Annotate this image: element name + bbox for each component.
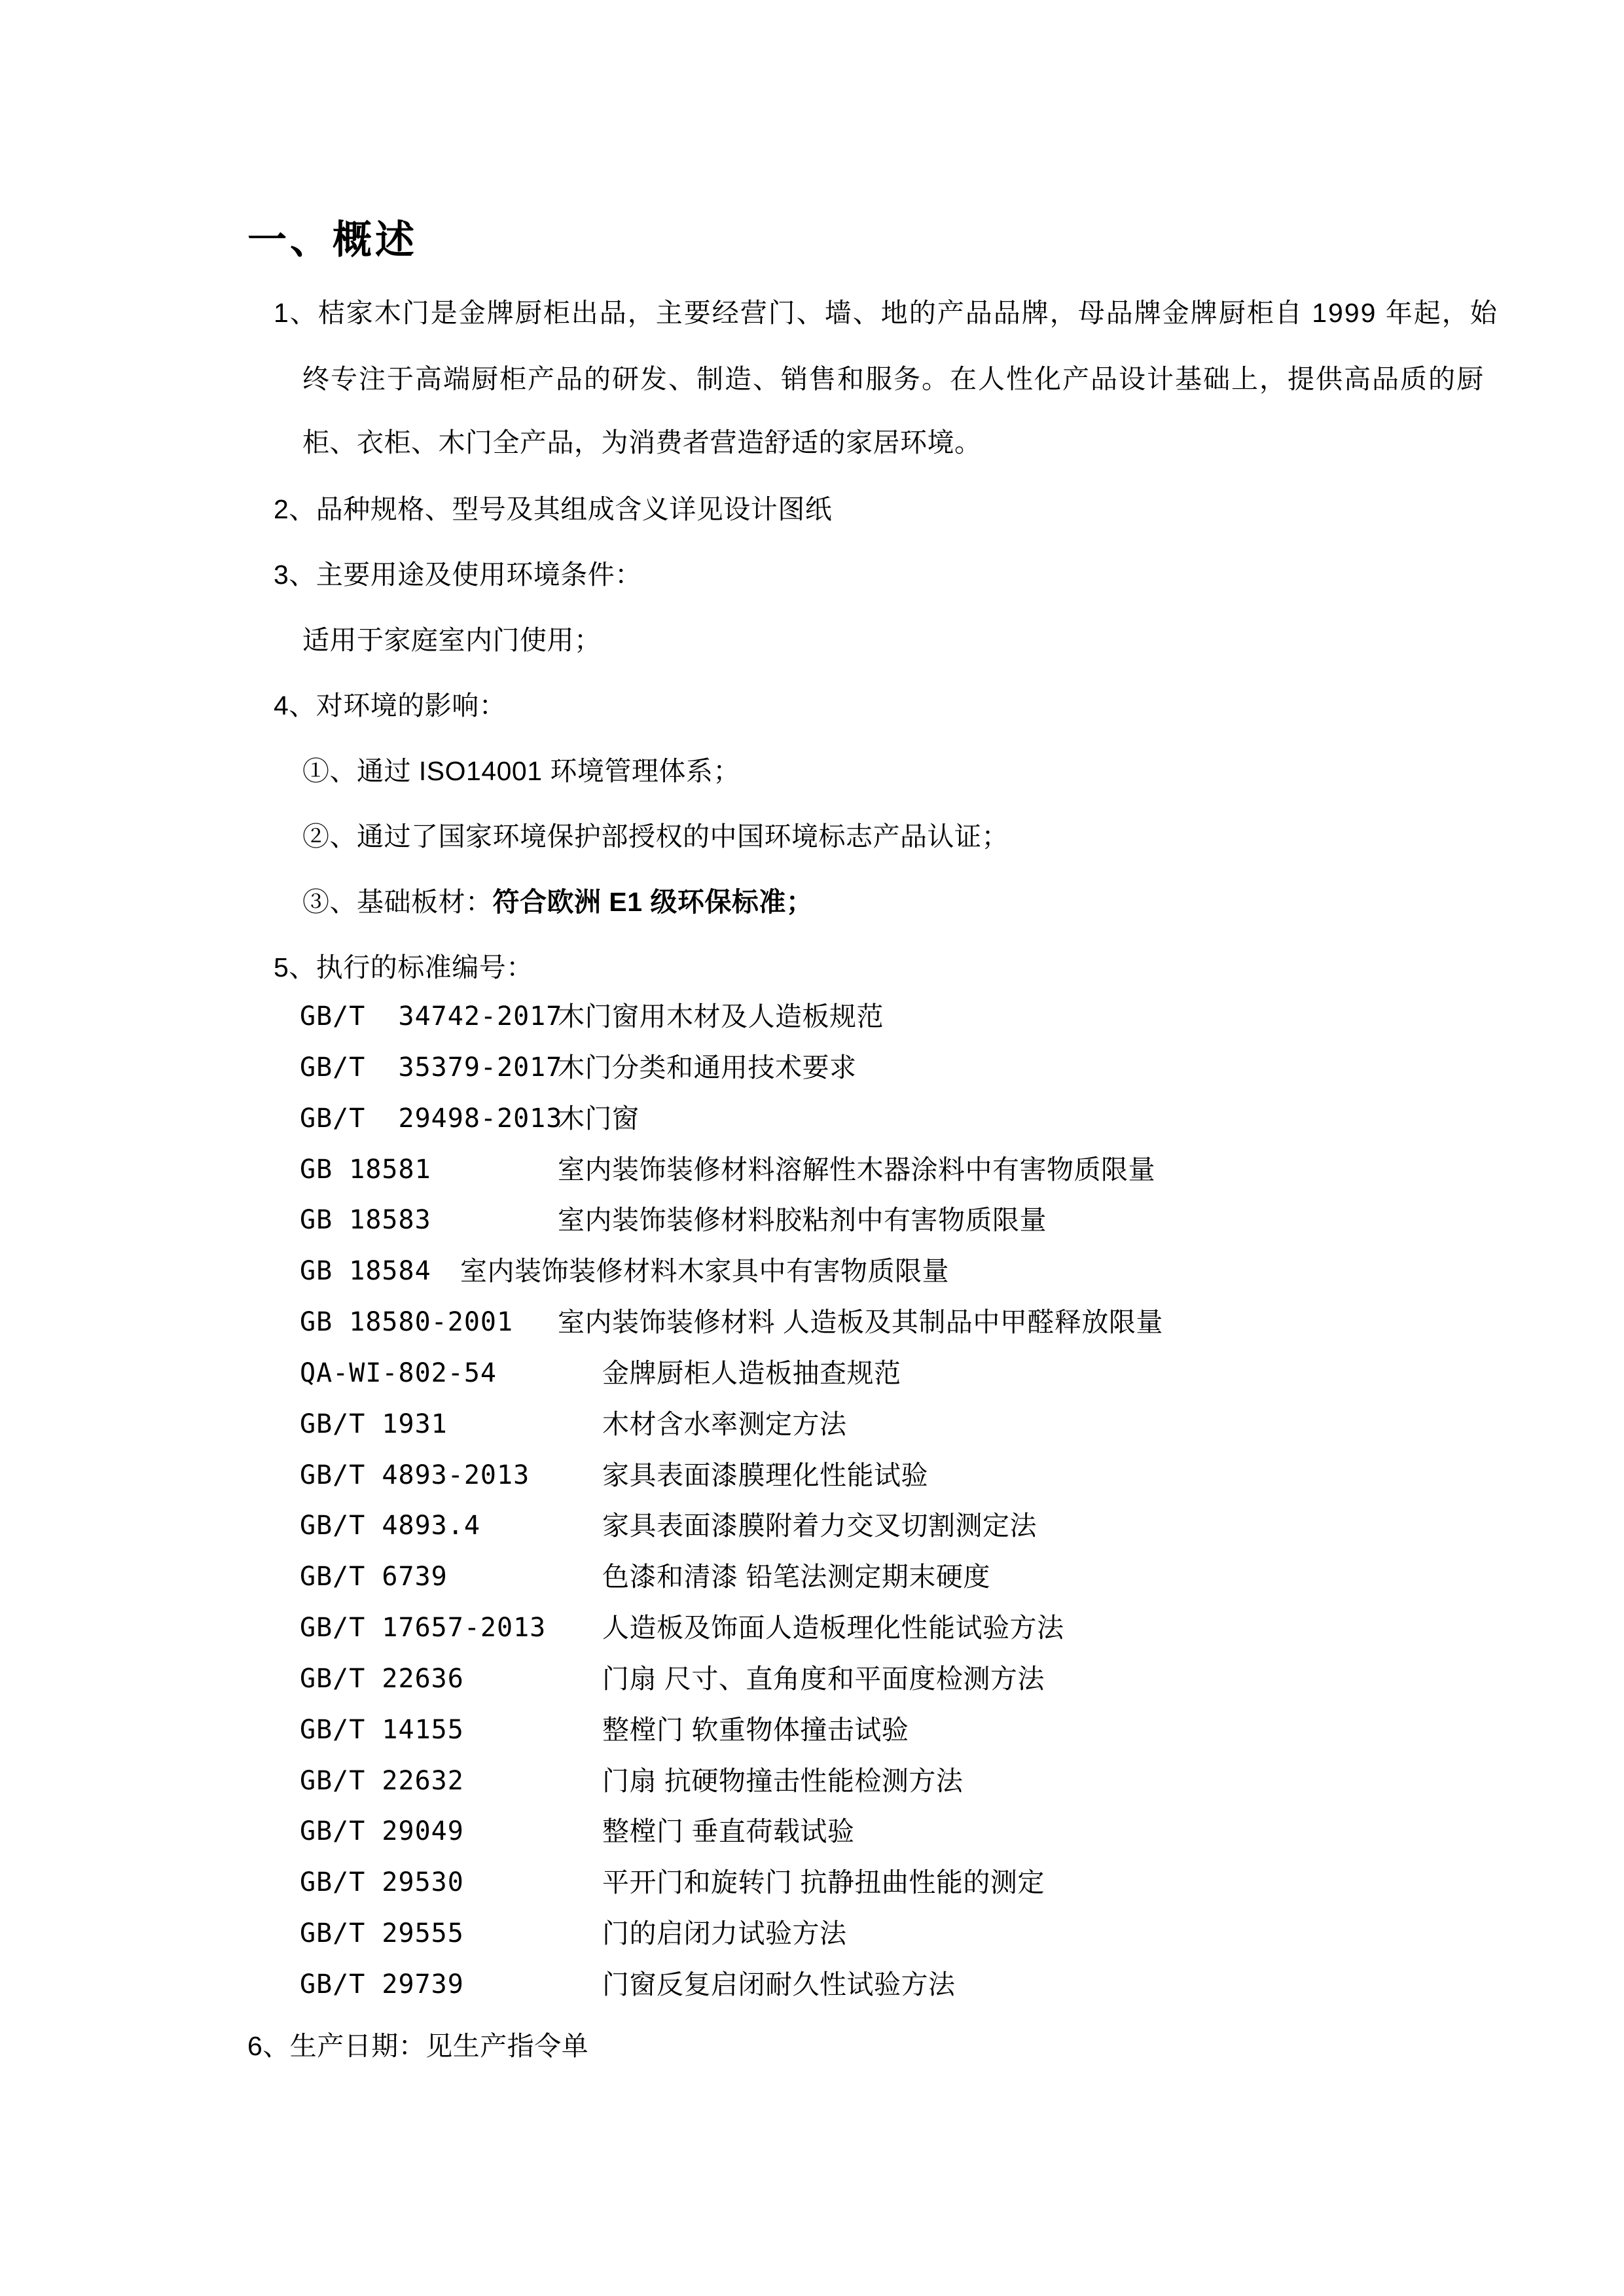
- standard-row: [0, 1918, 1624, 1958]
- standard-title: 木门分类和通用技术要求: [558, 1052, 857, 1083]
- standard-row: [0, 1409, 1624, 1448]
- standard-title: 家具表面漆膜理化性能试验: [602, 1460, 928, 1490]
- standard-row: [0, 1001, 1624, 1041]
- standard-title: 色漆和清漆 铅笔法测定期末硬度: [602, 1562, 990, 1592]
- standard-code: GB 18580-2001: [300, 1307, 514, 1337]
- list-item-4-sub-1: ①、通过 ISO14001 环境管理体系；: [302, 756, 740, 786]
- standard-row: [0, 1766, 1624, 1805]
- standard-title: 门的启闭力试验方法: [602, 1918, 847, 1948]
- standard-row: [0, 1155, 1624, 1194]
- standard-title: 人造板及饰面人造板理化性能试验方法: [602, 1613, 1064, 1643]
- list-item-4-sub-3-label: ③、基础板材：: [302, 887, 493, 917]
- standard-code: GB 18584: [300, 1256, 431, 1286]
- standard-title: 门扇 抗硬物撞击性能检测方法: [602, 1766, 964, 1796]
- standard-row: [0, 1511, 1624, 1550]
- standard-code: GB/T 4893-2013: [300, 1460, 530, 1490]
- standard-code: GB/T 4893.4: [300, 1511, 480, 1541]
- standard-row: [0, 1256, 1624, 1295]
- list-item-3-sub: 适用于家庭室内门使用；: [302, 625, 602, 655]
- standard-code: GB/T 29530: [300, 1867, 464, 1897]
- standard-row: [0, 1867, 1624, 1907]
- section-heading: 一、概述: [247, 218, 418, 262]
- standard-row: [0, 1664, 1624, 1703]
- standard-code: GB/T 34742-2017: [300, 1001, 563, 1031]
- standard-title: 门窗反复启闭耐久性试验方法: [602, 1969, 956, 2000]
- standard-title: 门扇 尺寸、直角度和平面度检测方法: [602, 1664, 1045, 1694]
- standard-row: [0, 1715, 1624, 1754]
- standard-row: [0, 1205, 1624, 1244]
- standard-title: 室内装饰装修材料胶粘剂中有害物质限量: [558, 1205, 1047, 1235]
- standard-code: GB 18581: [300, 1155, 431, 1185]
- list-item-3: 3、主要用途及使用环境条件：: [274, 560, 642, 590]
- standard-row: [0, 1307, 1624, 1346]
- standard-code: GB/T 14155: [300, 1715, 464, 1745]
- standard-title: 木材含水率测定方法: [602, 1409, 847, 1439]
- standard-code: GB/T 22632: [300, 1766, 464, 1796]
- standard-code: GB/T 29739: [300, 1969, 464, 2000]
- list-item-4-sub-3: [302, 887, 813, 918]
- standard-row: [0, 1358, 1624, 1397]
- list-item-2: 2、品种规格、型号及其组成含义详见设计图纸: [274, 494, 833, 524]
- standard-title: 室内装饰装修材料 人造板及其制品中甲醛释放限量: [558, 1307, 1163, 1337]
- paragraph-1-line-1: 1、桔家木门是金牌厨柜出品，主要经营门、墙、地的产品品牌，母品牌金牌厨柜自 1999 年起，始: [274, 298, 1498, 328]
- standard-row: [0, 1816, 1624, 1856]
- standard-row: [0, 1052, 1624, 1092]
- list-item-4: 4、对环境的影响：: [274, 691, 507, 721]
- standard-row: [0, 1460, 1624, 1499]
- standard-code: GB/T 29049: [300, 1816, 464, 1846]
- standard-title: 室内装饰装修材料木家具中有害物质限量: [460, 1256, 949, 1286]
- standard-title: 室内装饰装修材料溶解性木器涂料中有害物质限量: [558, 1155, 1155, 1185]
- standard-row: [0, 1103, 1624, 1143]
- standard-title: 木门窗: [558, 1103, 640, 1134]
- standard-title: 整樘门 垂直荷载试验: [602, 1816, 855, 1846]
- list-item-4-sub-3-bold-text: 符合欧洲 E1 级环保标准；: [492, 887, 814, 917]
- standard-code: GB/T 29498-2013: [300, 1103, 563, 1134]
- standard-code: QA-WI-802-54: [300, 1358, 497, 1388]
- standard-title: 平开门和旋转门 抗静扭曲性能的测定: [602, 1867, 1045, 1897]
- paragraph-1-line-3: 柜、衣柜、木门全产品，为消费者营造舒适的家居环境。: [302, 427, 982, 457]
- standard-code: GB/T 22636: [300, 1664, 464, 1694]
- paragraph-1-line-2: 终专注于高端厨柜产品的研发、制造、销售和服务。在人性化产品设计基础上，提供高品质的厨: [302, 364, 1485, 394]
- list-item-4-sub-2: ②、通过了国家环境保护部授权的中国环境标志产品认证；: [302, 821, 1009, 852]
- standard-row: [0, 1969, 1624, 2009]
- list-item-6: 6、生产日期：见生产指令单: [247, 2031, 589, 2061]
- standard-code: GB/T 1931: [300, 1409, 448, 1439]
- standard-code: GB/T 29555: [300, 1918, 464, 1948]
- list-item-5: 5、执行的标准编号：: [274, 952, 533, 982]
- standard-code: GB/T 17657-2013: [300, 1613, 547, 1643]
- standard-title: 整樘门 软重物体撞击试验: [602, 1715, 909, 1745]
- standard-code: GB 18583: [300, 1205, 431, 1235]
- standard-row: [0, 1562, 1624, 1601]
- standard-code: GB/T 35379-2017: [300, 1052, 563, 1083]
- standard-row: [0, 1613, 1624, 1652]
- standard-title: 木门窗用木材及人造板规范: [558, 1001, 884, 1031]
- standard-title: 金牌厨柜人造板抽查规范: [602, 1358, 901, 1388]
- standard-title: 家具表面漆膜附着力交叉切割测定法: [602, 1511, 1037, 1541]
- standard-code: GB/T 6739: [300, 1562, 448, 1592]
